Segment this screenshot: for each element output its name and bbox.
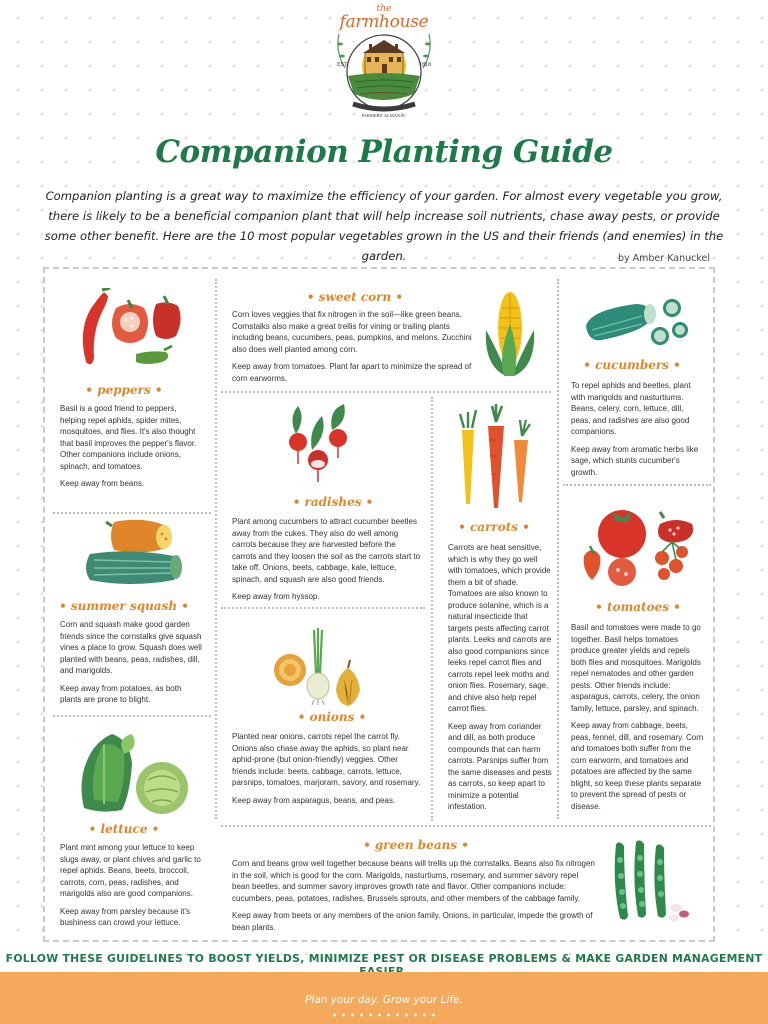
carrots-text [448,542,552,819]
sweet-corn-title: • sweet corn • [306,290,404,304]
sweet-corn-avoid: Keep away from tomatoes. Plant far apart to minimize the spread of corn earworms. [232,362,472,383]
peppers-avoid: Keep away from beans. [60,479,145,488]
green-beans-illustration [606,838,692,926]
footer-dots [330,1013,438,1017]
intro-paragraph: Companion planting is a great way to maximize the efficiency of your garden. For almost every vegetable you grow, there is likely to be a beneficial companion plant that will help increase soil nutrients, chase away pests, or provide some other benefit. Here are the 10 most popular vegetables grown in the US and their friends (and enemies) in the garden. [44,189,724,263]
peppers-text [60,403,202,496]
radishes-title: • radishes • [292,495,374,509]
carrots-avoid: Keep away from coriander and dill, as both produce compounds that can harm carrots. Parsnips suffer from the same diseases and pests as carrots, so keep apart to minimize a potential infestation. [448,721,552,811]
sweet-corn-companions: Corn loves veggies that fix nitrogen in the soil—like green beans. Cornstalks also make a great trellis for vining or trailing plants including beans, cucumbers, peas, pumpkins, and melons. Zucchini also does well planted among corn. [232,310,472,354]
logo-year: 1818 [419,62,431,68]
tomatoes-text [571,622,707,818]
radishes-illustration [282,402,354,484]
divider-horizontal [563,484,711,486]
tomatoes-avoid: Keep away from cabbage, beets, peas, fennel, dill, and rosemary. Corn and tomatoes both suffer from the corn earworm, and tomatoes and potatoes are affected by the same blight, so keep these plants separate to prevent the spread of pests or disease. [571,721,704,811]
peppers-illustration [76,288,192,372]
footer-headline: FOLLOW THESE GUIDELINES TO BOOST YIELDS, MINIMIZE PEST OR DISEASE PROBLEMS & MAKE GARDEN MANAGEMENT [5,952,763,965]
divider-horizontal [53,715,211,717]
onions-illustration [270,624,366,706]
logo-tagline: FARMERS' ALMANAC [361,113,407,118]
author-byline: by Amber Kanuckel [617,253,710,264]
lettuce-avoid: Keep away from parsley because it's bushiness can crowd your lettuce. [60,906,191,927]
divider-vertical [431,397,433,821]
carrots-companions: Carrots are heat sensitive, which is why they go well with tomatoes, which provide them a bit of shade. Tomatoes are also known to produce solanine, which is a natural insecticide that targets pests affecting carrot plants. Leeks and carrots are also good companions since leeks repel carrot flies and carrots repel leek moths and onion flies. Rosemary, sage, and chive also help repel carrot flies. [448,543,552,713]
radishes-avoid: Keep away from hyssop. [232,592,320,601]
cucumbers-avoid: Keep away from aromatic herbs like sage, which stunts cucumber's growth. [571,444,699,477]
tomatoes-companions: Basil and tomatoes were made to go together. Basil helps tomatoes produce greater yields and repels both flies and mosquitoes. Marigolds repel nematodes and other garden pests. Other friends include: asparagus, carrots, celery, the onion family, lettuce, parsley, and spinach. [571,623,701,713]
cucumbers-title: • cucumbers • [583,358,681,372]
carrots-illustration [456,404,536,512]
summer-squash-avoid: Keep away from potatoes, as both plants are prone to blight. [60,683,182,704]
sweet-corn-text [232,309,480,390]
logo-the: the [376,4,392,14]
green-beans-avoid: Keep away from beets or any members of the onion family. Onions, in particular, impede the growth of bean plants. [232,911,593,932]
peppers-title: • peppers • [85,383,163,397]
divider-horizontal [221,825,711,827]
farmhouse-logo [331,4,437,122]
lettuce-illustration [76,730,192,818]
sweet-corn-illustration [484,288,536,380]
cucumbers-illustration [580,296,690,350]
tomatoes-title: • tomatoes • [595,600,681,614]
logo-brand: farmhouse [339,12,429,32]
summer-squash-title: • summer squash • [59,599,189,613]
green-beans-text [232,858,596,939]
green-beans-companions: Corn and beans grow well together because beans will trellis up the cornstalks. Beans also fix nitrogen in the soil, which is good for the corn. Marigolds, nasturtiums, rosemary, and summer savory repel bean beetles, and summer savory improves growth rate and flavor. Other companions include: cucumbers, peas, potatoes, radishes, Brussels sprouts, and other members of the cabbage family. [232,859,595,903]
divider-horizontal [53,512,211,514]
divider-vertical [215,279,217,819]
summer-squash-companions: Corn and squash make good garden friends since the cornstalks give squash vines a place to grow. Squash does well planted with beans, peas, radishes, dill, and marigolds. [60,620,202,675]
summer-squash-text [60,619,202,712]
divider-vertical [557,279,559,819]
onions-text [232,731,424,812]
tomatoes-illustration [578,502,696,590]
cucumbers-companions: To repel aphids and beetles, plant with marigolds and nasturtiums. Beans, celery, corn, lettuce, dill, peas, and radishes are also good companions. [571,381,691,436]
onions-title: • onions • [297,710,367,724]
lettuce-companions: Plant mint among your lettuce to keep slugs away, or plant chives and garlic to repel aphids. Beans, beets, broccoli, carrots, corn, peas, radishes, and marigolds also are good companions. [60,843,201,898]
peppers-companions: Basil is a good friend to peppers, helping repel aphids, spider mites, mosquitoes, and flies. It's also thought that basil improves the pepper's flavor. Other companions include onions, spinach, and tomatoes. [60,404,197,471]
logo-established: EST. [337,62,349,68]
cucumbers-text [571,380,701,484]
radishes-companions: Plant among cucumbers to attract cucumber beetles away from the cukes. They also do well among carrots because they are harvested before the carrots and they loosen the soil as the carrots start to take off. Onions, beets, cabbage, kale, lettuce, spinach, and squash are also good friends. [232,517,421,584]
summer-squash-illustration [84,516,184,584]
divider-horizontal [221,391,551,393]
onions-avoid: Keep away from asparagus, beans, and peas. [232,795,396,805]
lettuce-text [60,842,208,935]
lettuce-title: • lettuce • [88,822,160,836]
footer-bar [0,972,768,1024]
page-title: Companion Planting Guide [155,134,613,170]
green-beans-title: • green beans • [363,838,469,852]
carrots-title: • carrots • [458,520,530,534]
onions-companions: Planted near onions, carrots repel the carrot fly. Onions also chase away the aphids, so plant near aphid-prone (but onion-friendly) veggies. Other friends include: beets, cabbage, carrots, lettuce, parsnips, tomatoes, marjoram, savory, and rosemary. [232,732,421,787]
radishes-text [232,516,422,609]
footer-tagline: Plan your day. Grow your Life. [305,994,463,1006]
